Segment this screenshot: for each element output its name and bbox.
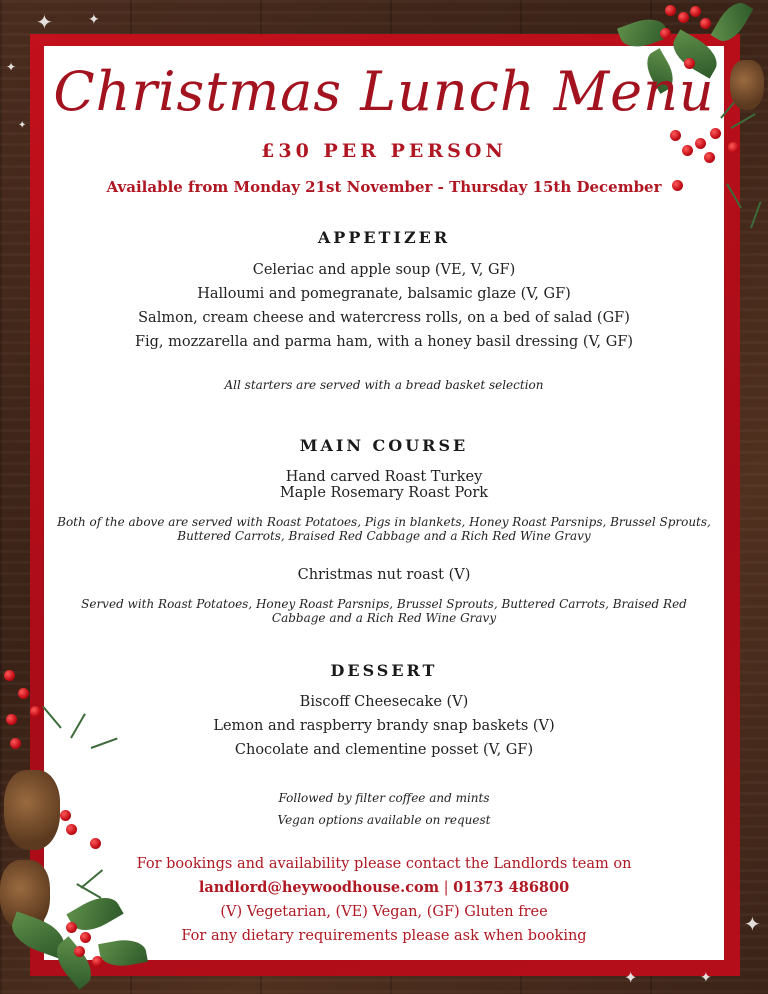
appetizer-note: All starters are served with a bread basket selection — [224, 378, 544, 392]
sparkle-icon: ✦ — [18, 120, 27, 131]
note-line: Cabbage and a Rich Red Wine Gravy — [271, 611, 497, 625]
sparkle-icon: ✦ — [6, 60, 17, 74]
separator: | — [439, 880, 454, 896]
appetizer-heading: APPETIZER — [317, 228, 451, 247]
dietary-key: (V) Vegetarian, (VE) Vegan, (GF) Gluten free — [220, 904, 548, 920]
menu-item: Chocolate and clementine posset (V, GF) — [234, 742, 534, 758]
note-line: Buttered Carrots, Braised Red Cabbage and a Rich Red Wine Gravy — [177, 529, 591, 543]
availability-dates: Available from Monday 21st November - Thursday 15th December — [106, 178, 662, 196]
main-course-heading: MAIN COURSE — [299, 436, 469, 455]
email-link[interactable]: landlord@heywoodhouse.com — [198, 879, 440, 896]
sparkle-icon: ✦ — [744, 912, 761, 936]
menu-item: Biscoff Cheesecake (V) — [299, 694, 469, 710]
dessert-heading: DESSERT — [330, 661, 438, 680]
vegetarian-main-item: Christmas nut roast (V) — [297, 567, 471, 583]
menu-item: Fig, mozzarella and parma ham, with a honey basil dressing (V, GF) — [134, 334, 634, 350]
menu-item: Halloumi and pomegranate, balsamic glaze (V, GF) — [197, 286, 571, 302]
menu-item: Celeriac and apple soup (VE, V, GF) — [252, 262, 516, 278]
phone-link[interactable]: 01373 486800 — [453, 879, 570, 896]
dietary-note: For any dietary requirements please ask when booking — [181, 928, 587, 944]
note-line: Both of the above are served with Roast Potatoes, Pigs in blankets, Honey Roast Parsnips, Brussel Sprouts, — [57, 515, 711, 529]
note-line: Followed by filter coffee and mints — [278, 791, 490, 805]
menu-item: Maple Rosemary Roast Pork — [279, 485, 489, 501]
menu-item: Lemon and raspberry brandy snap baskets (V) — [213, 718, 555, 734]
booking-contact-line: For bookings and availability please contact the Landlords team on — [136, 856, 632, 872]
sparkle-icon: ✦ — [36, 10, 53, 34]
vegetarian-sides-note — [44, 597, 724, 625]
menu-title: Christmas Lunch Menu — [53, 60, 715, 123]
dessert-notes — [44, 787, 724, 831]
dessert-list — [44, 690, 724, 762]
note-line: Vegan options available on request — [277, 813, 491, 827]
note-line: Served with Roast Potatoes, Honey Roast Parsnips, Brussel Sprouts, Buttered Carrots, Braised Red — [81, 597, 687, 611]
menu-item: Hand carved Roast Turkey — [285, 469, 483, 485]
contact-details — [44, 876, 724, 900]
main-course-sides-note — [44, 515, 724, 543]
main-course-list — [44, 469, 724, 501]
contact-section — [44, 852, 724, 948]
sparkle-icon: ✦ — [624, 968, 638, 987]
menu-item: Salmon, cream cheese and watercress rolls, on a bed of salad (GF) — [138, 310, 630, 326]
sparkle-icon: ✦ — [700, 970, 712, 986]
sparkle-icon: ✦ — [88, 12, 100, 28]
appetizer-list — [44, 258, 724, 354]
price-per-person: £30 PER PERSON — [261, 140, 507, 162]
